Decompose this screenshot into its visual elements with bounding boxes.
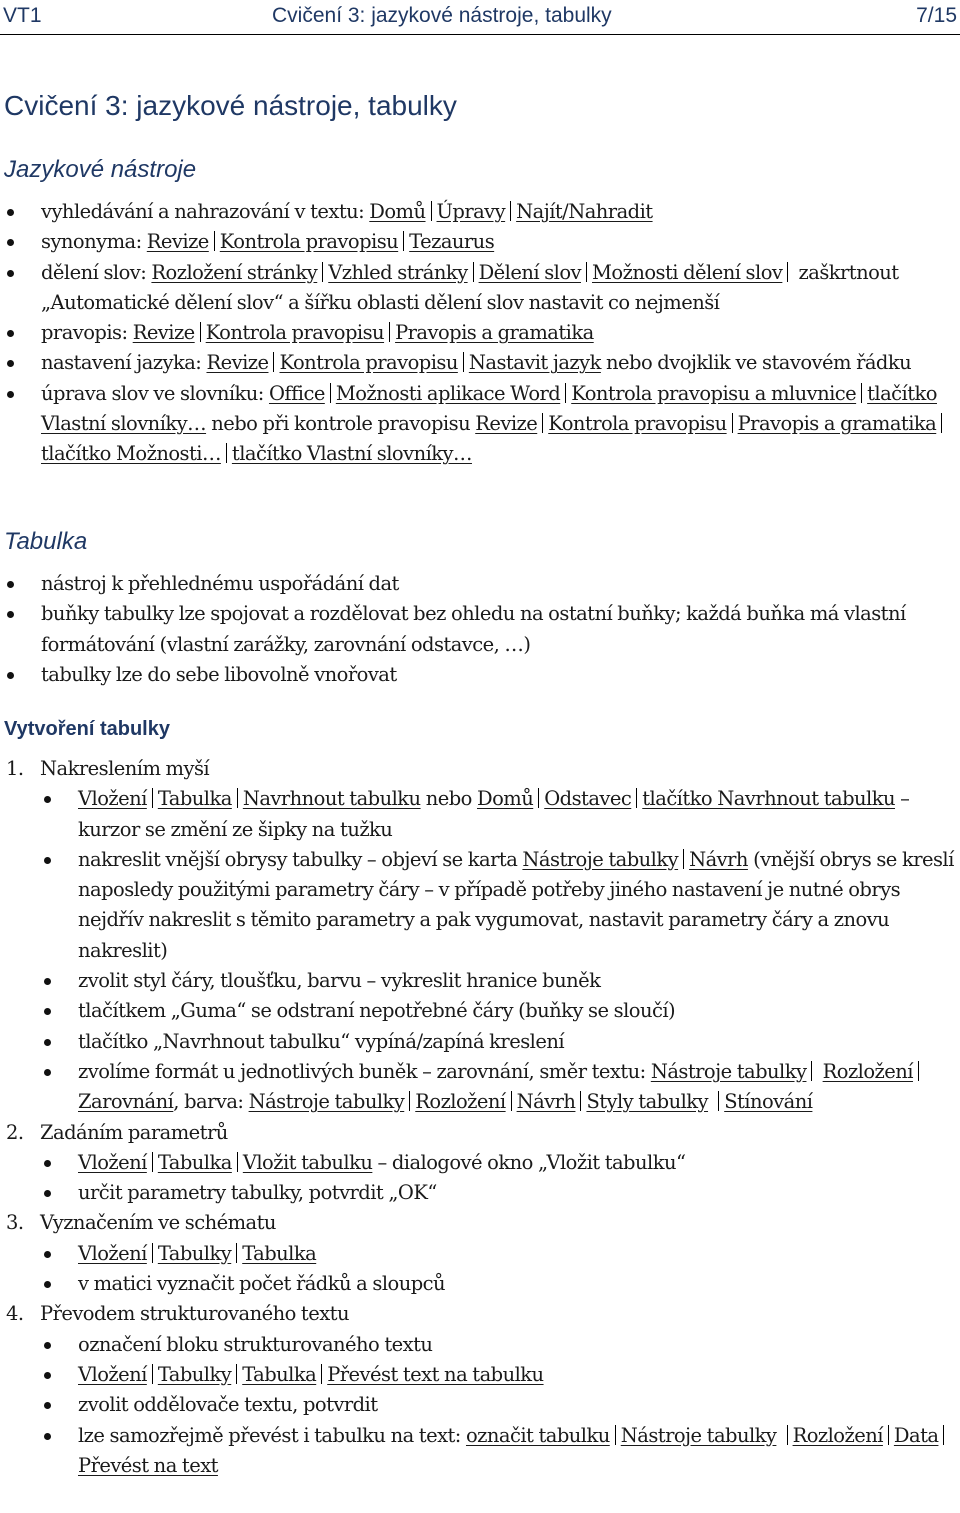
separator <box>330 383 331 403</box>
separator <box>236 1243 237 1263</box>
menu-path-link[interactable]: Zarovnání <box>78 1090 174 1114</box>
separator <box>542 413 543 433</box>
separator <box>565 383 566 403</box>
menu-path-link[interactable]: tlačítko Vlastní slovníky… <box>41 381 937 436</box>
bullet-icon <box>7 581 14 588</box>
separator <box>273 352 274 372</box>
menu-path-link[interactable]: Převést text na tabulku <box>327 1362 544 1386</box>
menu-path-link[interactable]: Možnosti aplikace Word <box>335 381 561 405</box>
menu-path-link[interactable]: Revize <box>146 230 209 254</box>
menu-path-link[interactable]: Rozložení <box>792 1423 883 1447</box>
numbered-item <box>0 1299 956 1329</box>
menu-path-link[interactable]: Úpravy <box>436 200 506 223</box>
list-item: Vložení Tabulka Vložit tabulku – dialogové okno „Vložit tabulku“ <box>0 1148 956 1178</box>
menu-path-link[interactable]: Návrh <box>516 1090 576 1114</box>
separator <box>787 262 788 282</box>
menu-path-link[interactable]: Kontrola pravopisu a mluvnice <box>571 381 857 405</box>
menu-path-link[interactable]: Rozložení <box>822 1059 913 1083</box>
menu-path-link[interactable]: Nástroje tabulky <box>650 1059 807 1083</box>
separator <box>636 788 637 808</box>
list-item: buňky tabulky lze spojovat a rozdělovat bez ohledu na ostatní buňky; každá buňka má vlastní formátování (vlastní zarážky, zarovnání odstavce, …) <box>0 599 956 660</box>
menu-path-link[interactable]: Data <box>893 1423 939 1447</box>
menu-path-link[interactable]: Domů <box>477 787 534 811</box>
list-item <box>0 1360 956 1390</box>
bullet-icon <box>7 611 14 618</box>
separator <box>732 413 733 433</box>
item-label: Převodem strukturovaného textu <box>40 1302 349 1326</box>
separator <box>200 322 201 342</box>
list-item: nástroj k přehlednému uspořádání dat <box>0 569 956 599</box>
bullet-icon <box>44 796 51 803</box>
list-item: nastavení jazyka: Revize Kontrola pravopisu Nastavit jazyk nebo dvojklik ve stavovém řádku <box>0 348 956 378</box>
list-item: nakreslit vnější obrysy tabulky – objeví se karta Nástroje tabulky Návrh (vnější obrys se kreslí naposledy použitými parametry čáry – v případě potřeby jiného nastavení je nutné obrys nejdřív nakreslit s těmito parametry a pak vygumovat, nastavit parametry čáry a znovu nakreslit) <box>0 845 956 966</box>
list-item: tlačítkem „Guma“ se odstraní nepotřebné čáry (buňky se sloučí) <box>0 996 956 1026</box>
bullet-icon <box>44 1251 51 1258</box>
header-title: Cvičení 3: jazykové nástroje, tabulky <box>272 4 612 27</box>
menu-path-link[interactable]: Převést na text <box>78 1453 218 1477</box>
separator <box>683 849 684 869</box>
tabulka-list <box>0 569 956 690</box>
menu-path-link[interactable]: Nástroje tabulky <box>248 1090 405 1114</box>
list-item: synonyma: Revize Kontrola pravopisu Tezaurus <box>0 227 956 257</box>
list-item: označení bloku strukturovaného textu <box>0 1330 956 1360</box>
menu-path-link[interactable]: Najít/Nahradit <box>516 200 653 223</box>
menu-path-link[interactable]: Navrhnout tabulku <box>242 787 421 811</box>
menu-path-link[interactable]: Odstavec <box>544 787 632 811</box>
vytvoreni-list <box>0 754 956 1481</box>
separator <box>811 1061 812 1081</box>
bullet-icon <box>7 209 14 216</box>
menu-path-link[interactable]: Kontrola pravopisu <box>548 412 727 436</box>
menu-path-link[interactable]: Nastavit jazyk <box>468 351 601 375</box>
menu-path-link[interactable]: označit tabulku <box>465 1423 610 1447</box>
bullet-icon <box>44 1039 51 1046</box>
separator <box>510 201 511 221</box>
separator <box>152 1243 153 1263</box>
bullet-icon <box>44 1160 51 1167</box>
separator <box>431 201 432 221</box>
numbered-item <box>0 1208 956 1238</box>
separator <box>236 1364 237 1384</box>
item-label: Vyznačením ve schématu <box>40 1211 276 1235</box>
bullet-icon <box>7 672 14 679</box>
menu-path-link[interactable]: Revize <box>475 412 538 436</box>
separator <box>214 231 215 251</box>
separator <box>463 352 464 372</box>
header-course-code: VT1 <box>3 4 42 27</box>
bullet-icon <box>7 270 14 277</box>
separator <box>615 1425 616 1445</box>
separator <box>511 1091 512 1111</box>
numbered-item <box>0 1118 956 1148</box>
separator <box>237 1152 238 1172</box>
jazykove-list <box>0 197 956 470</box>
separator <box>237 788 238 808</box>
separator <box>409 1091 410 1111</box>
separator <box>152 788 153 808</box>
bullet-icon <box>44 1402 51 1409</box>
menu-path-link[interactable]: tlačítko Vlastní slovníky… <box>231 442 472 466</box>
menu-path-link[interactable]: Nástroje tabulky <box>522 847 679 871</box>
list-item: zvolit styl čáry, tloušťku, barvu – vykreslit hranice buněk <box>0 966 956 996</box>
separator <box>943 1425 944 1445</box>
list-item: určit parametry tabulky, potvrdit „OK“ <box>0 1178 956 1208</box>
menu-path-link[interactable]: Vzhled stránky <box>328 260 468 284</box>
menu-path-link[interactable]: Domů <box>369 200 426 223</box>
menu-path-link[interactable]: Vložení <box>78 1150 147 1174</box>
list-item: zvolit oddělovače textu, potvrdit <box>0 1390 956 1420</box>
list-item: tabulky lze do sebe libovolně vnořovat <box>0 660 956 690</box>
separator <box>580 1091 581 1111</box>
menu-path-link[interactable]: Tabulka <box>242 1241 317 1265</box>
list-item: vyhledávání a nahrazování v textu: Domů Úpravy Najít/Nahradit <box>0 197 956 227</box>
numbered-item <box>0 754 956 784</box>
list-item: tlačítko „Navrhnout tabulku“ vypíná/zapíná kreslení <box>0 1027 956 1057</box>
menu-path-link[interactable]: Styly tabulky <box>586 1090 709 1114</box>
item-label: Nakreslením myší <box>40 757 210 780</box>
separator <box>152 1364 153 1384</box>
menu-path-link[interactable]: Možnosti dělení slov <box>592 260 783 284</box>
menu-path-link[interactable]: Rozložení <box>415 1090 506 1114</box>
bullet-icon <box>44 1281 51 1288</box>
separator <box>538 788 539 808</box>
item-number: 3. <box>6 1211 24 1235</box>
bullet-icon <box>7 239 14 246</box>
menu-path-link[interactable]: Návrh <box>689 847 748 871</box>
list-item: úprava slov ve slovníku: Office Možnosti aplikace Word Kontrola pravopisu a mluvnice tlačítko Vlastní slovníky… nebo při kontrole pravopisu Revize Kontrola pravopisu Pravopis a gramatikatlačítko Možnosti… tlačítko Vlastní slovníky… <box>0 379 956 470</box>
separator <box>586 262 587 282</box>
item-number: 4. <box>6 1302 24 1326</box>
separator <box>389 322 390 342</box>
bullet-icon <box>44 1069 51 1076</box>
list-item: pravopis: Revize Kontrola pravopisu Pravopis a gramatika <box>0 318 956 348</box>
separator <box>226 443 227 463</box>
separator <box>888 1425 889 1445</box>
menu-path-link[interactable]: tlačítko Navrhnout tabulku <box>642 787 896 811</box>
bullet-icon <box>7 330 14 337</box>
separator <box>152 1152 153 1172</box>
separator <box>718 1091 719 1111</box>
bullet-icon <box>44 1342 51 1349</box>
bullet-icon <box>44 857 51 864</box>
bullet-icon <box>44 1190 51 1197</box>
menu-path-link[interactable]: Pravopis a gramatika <box>737 412 937 436</box>
page-header <box>0 0 960 35</box>
header-page-number: 7/15 <box>916 4 957 27</box>
menu-path-link[interactable]: Vložení <box>78 787 147 811</box>
list-item: v matici vyznačit počet řádků a sloupců <box>0 1269 956 1299</box>
bullet-icon <box>44 978 51 985</box>
separator <box>473 262 474 282</box>
bullet-icon <box>44 1433 51 1440</box>
list-item: zvolíme formát u jednotlivých buněk – zarovnání, směr textu: Nástroje tabulky RozloženíZarovnání, barva: Nástroje tabulky Rozložení Návrh Styly tabulky Stínování <box>0 1057 956 1118</box>
item-number: 2. <box>6 1120 24 1144</box>
menu-path-link[interactable]: Tabulka <box>242 1362 317 1386</box>
bullet-icon <box>7 391 14 398</box>
separator <box>941 413 942 433</box>
menu-path-link[interactable]: Kontrola pravopisu <box>279 351 458 375</box>
menu-path-link[interactable]: Vložení <box>78 1362 147 1386</box>
menu-path-link[interactable]: Nástroje tabulky <box>620 1423 777 1447</box>
separator <box>861 383 862 403</box>
bullet-icon <box>7 360 14 367</box>
menu-path-link[interactable]: Tabulky <box>157 1362 232 1386</box>
separator <box>403 231 404 251</box>
separator <box>787 1425 788 1445</box>
menu-path-link[interactable]: Pravopis a gramatika <box>395 321 594 345</box>
menu-path-link[interactable]: Stínování <box>724 1090 813 1114</box>
menu-path-link[interactable]: Revize <box>132 321 195 345</box>
menu-path-link[interactable]: Tabulka <box>157 787 232 811</box>
menu-path-link[interactable]: Vložení <box>78 1241 147 1265</box>
separator <box>322 262 323 282</box>
menu-path-link[interactable]: Tezaurus <box>409 230 495 254</box>
menu-path-link[interactable]: Revize <box>206 351 269 375</box>
list-item <box>0 1239 956 1269</box>
menu-path-link[interactable]: tlačítko Možnosti… <box>41 442 221 466</box>
section-heading-jazykove: Jazykové nástroje <box>4 156 197 183</box>
menu-path-link[interactable]: Vložit tabulku <box>242 1150 373 1174</box>
menu-path-link[interactable]: Dělení slov <box>478 260 581 284</box>
menu-path-link[interactable]: Tabulky <box>157 1241 232 1265</box>
bullet-icon <box>44 1372 51 1379</box>
list-item: lze samozřejmě převést i tabulku na text: označit tabulku Nástroje tabulky Rozložení DataPřevést na text <box>0 1421 956 1482</box>
menu-path-link[interactable]: Kontrola pravopisu <box>219 230 399 254</box>
list-item: Vložení Tabulka Navrhnout tabulku nebo Domů Odstavec tlačítko Navrhnout tabulku – kurzor se změní ze šipky na tužku <box>0 784 956 845</box>
separator <box>321 1364 322 1384</box>
section-heading-tabulka: Tabulka <box>4 528 88 555</box>
separator <box>918 1061 919 1081</box>
item-number: 1. <box>6 757 24 780</box>
document-title: Cvičení 3: jazykové nástroje, tabulky <box>4 90 457 121</box>
menu-path-link[interactable]: Kontrola pravopisu <box>205 321 385 345</box>
list-item: dělení slov: Rozložení stránky Vzhled stránky Dělení slov Možnosti dělení slov zaškrtnout „Automatické dělení slov“ a šířku oblasti dělení slov nastavit co nejmenší <box>0 258 956 319</box>
menu-path-link[interactable]: Rozložení stránky <box>151 260 318 284</box>
menu-path-link[interactable]: Office <box>268 381 325 405</box>
menu-path-link[interactable]: Tabulka <box>157 1150 232 1174</box>
bullet-icon <box>44 1008 51 1015</box>
section-heading-vytvoreni: Vytvoření tabulky <box>4 718 170 740</box>
item-label: Zadáním parametrů <box>40 1120 228 1144</box>
